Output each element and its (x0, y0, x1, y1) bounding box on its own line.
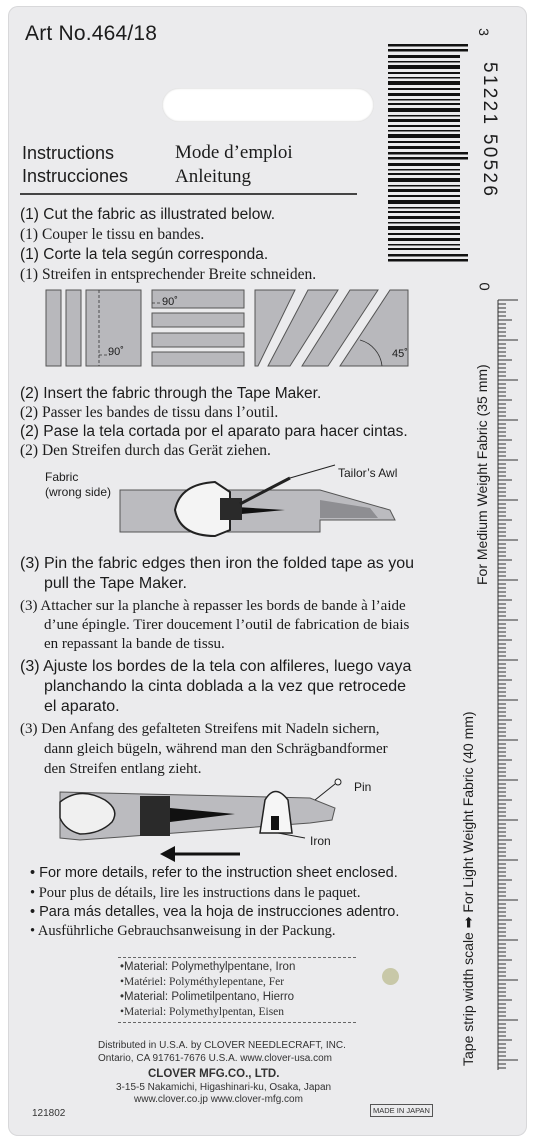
distributed-by: Distributed in U.S.A. by CLOVER NEEDLECRAFT, INC. (98, 1040, 346, 1051)
step3-en-line1: (3) Pin the fabric edges then iron the folded tape as you (20, 555, 415, 572)
heading-instructions-es: Instrucciones (22, 166, 129, 186)
angle-45-label: 45˚ (392, 348, 408, 360)
ruler-label-medium: For Medium Weight Fabric (35 mm) (474, 364, 490, 585)
article-number: Art No.464/18 (25, 22, 158, 45)
fabric-label: Fabric (45, 470, 79, 484)
details-es: • Para más detalles, vea la hoja de instrucciones adentro. (30, 904, 400, 920)
material-es: •Material: Polimetilpentano, Hierro (120, 991, 295, 1003)
barcode-digits: 51221 50526 (479, 62, 500, 199)
step2-de: (2) Den Streifen durch das Gerät ziehen. (20, 442, 271, 459)
details-fr: • Pour plus de détails, lire les instructions dans le paquet. (30, 885, 361, 901)
tape-maker-insert-illustration (120, 470, 400, 550)
step2-es: (2) Pase la tela cortada por el aparato para hacer cintas. (20, 423, 408, 440)
color-dot (382, 968, 399, 985)
heading-instructions-fr: Mode d’emploi (175, 142, 293, 163)
step2-en: (2) Insert the fabric through the Tape Maker. (20, 385, 322, 402)
company-websites: www.clover.co.jp www.clover-mfg.com (134, 1094, 303, 1105)
step3-fr-line2: d’une épingle. Tirer doucement l’outil de fabrication de biais (44, 617, 410, 633)
distributor-address: Ontario, CA 91761-7676 U.S.A. www.clover-usa.com (98, 1053, 332, 1064)
barcode-side-digit: 0 (475, 282, 493, 291)
materials-top-rule (118, 957, 356, 959)
step1-de: (1) Streifen in entsprechender Breite schneiden. (20, 266, 317, 283)
ruler-label-light: Tape strip width scale ➡ For Light Weight Fabric (40 mm) (460, 711, 476, 1066)
step3-es-line2: planchando la cinta doblada a la vez que retrocede (44, 678, 407, 695)
step3-en-line2: pull the Tape Maker. (44, 575, 187, 592)
heading-instructions-en: Instructions (22, 143, 115, 163)
header-divider (20, 193, 357, 195)
material-en: •Material: Polymethylpentane, Iron (120, 961, 296, 973)
details-de: • Ausführliche Gebrauchsanweisung in der Packung. (30, 923, 336, 939)
product-code: 121802 (32, 1108, 66, 1119)
step3-fr-line3: en repassant la bande de tissu. (44, 636, 225, 652)
step1-es: (1) Corte la tela según corresponda. (20, 246, 269, 263)
hang-hole (162, 88, 374, 122)
iron-label: Iron (310, 834, 331, 848)
materials-bottom-rule (118, 1022, 356, 1024)
step3-es-line3: el aparato. (44, 698, 120, 715)
angle-90-label-bottom: 90˚ (108, 346, 124, 358)
step3-de-line2: dann gleich bügeln, während man den Schrägbandformer (44, 741, 388, 757)
barcode-top-digit: 3 (475, 28, 492, 36)
pin-label: Pin (354, 780, 372, 794)
material-fr: •Matériel: Polyméthylepentane, Fer (120, 976, 285, 988)
step3-de-line3: den Streifen entlang zieht. (44, 761, 202, 777)
ironing-illustration (60, 778, 360, 868)
step2-fr: (2) Passer les bandes de tissu dans l’outil. (20, 404, 279, 421)
fabric-side-label: (wrong side) (45, 485, 112, 499)
step3-es-line1: (3) Ajuste los bordes de la tela con alfileres, luego vaya (20, 658, 412, 675)
step1-fr: (1) Couper le tissu en bandes. (20, 226, 205, 243)
step3-fr-line1: (3) Attacher sur la planche à repasser les bords de bande à l’aide (20, 598, 406, 614)
company-name: CLOVER MFG.CO., LTD. (148, 1068, 280, 1080)
angle-90-label-top: 90˚ (162, 296, 178, 308)
barcode (388, 44, 468, 274)
heading-instructions-de: Anleitung (175, 166, 251, 187)
cut-fabric-illustration (40, 285, 420, 371)
step3-de-line1: (3) Den Anfang des gefalteten Streifens mit Nadeln sichern, (20, 721, 380, 737)
step1-en: (1) Cut the fabric as illustrated below. (20, 206, 276, 223)
tailors-awl-label: Tailor’s Awl (338, 466, 398, 480)
details-en: • For more details, refer to the instruction sheet enclosed. (30, 865, 398, 881)
made-in-japan-badge: MADE IN JAPAN (370, 1104, 433, 1117)
tape-width-ruler (497, 300, 521, 1070)
material-de: •Material: Polymethylpentan, Eisen (120, 1006, 285, 1018)
company-address: 3-15-5 Nakamichi, Higashinari-ku, Osaka, Japan (116, 1082, 332, 1093)
